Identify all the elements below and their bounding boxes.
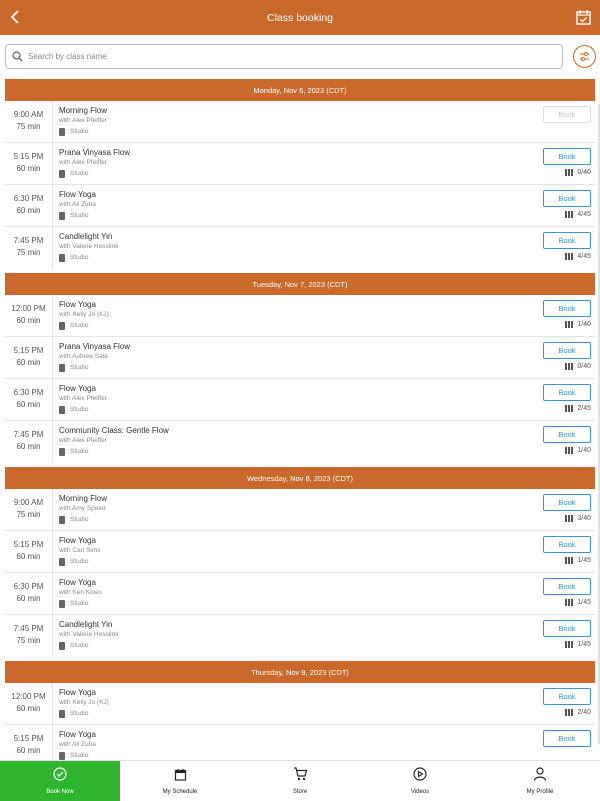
class-room [59,168,595,180]
day-header: Wednesday, Nov 8, 2023 (CDT) [5,467,595,489]
class-info [53,227,595,269]
class-capacity [565,709,591,716]
class-room-label: Studio [70,710,89,717]
class-capacity [565,557,591,564]
class-time: 12:00 PM [11,692,46,701]
class-name: Flow Yoga [59,384,96,393]
class-row[interactable] [5,489,595,531]
class-time-block [5,683,53,724]
class-room-label: Studio [70,406,89,413]
class-duration: 60 min [16,164,41,173]
class-duration: 60 min [16,746,41,755]
class-room-label: Studio [70,752,89,759]
people-icon [565,557,574,564]
class-info [53,421,595,463]
calendar-check-icon[interactable] [575,9,592,26]
class-capacity [565,321,591,328]
class-info [53,295,595,336]
class-duration: 60 min [16,594,41,603]
class-name: Flow Yoga [59,730,96,739]
tab-label: Book Now [46,789,74,795]
class-time-block [5,227,53,269]
class-time: 6:30 PM [13,388,44,397]
class-time-block [5,489,53,530]
class-list[interactable] [5,79,595,761]
people-icon [565,599,574,606]
class-instructor: with Valerie Hesslink [59,243,119,250]
class-duration: 75 min [16,510,41,519]
search-icon [12,51,23,62]
class-name: Prana Vinyasa Flow [59,342,130,351]
filter-button[interactable] [573,45,596,68]
search-bar-row [0,35,600,77]
book-button[interactable]: Book [543,426,591,443]
class-room-label: Studio [70,448,89,455]
people-icon [565,321,574,328]
class-instructor: with Ken Kloes [59,589,102,596]
class-info [53,573,595,614]
door-icon [59,516,65,524]
tab-label: Videos [410,789,430,795]
door-icon [59,600,65,608]
class-room-label: Studio [70,128,89,135]
class-time: 5:15 PM [13,734,44,743]
class-row[interactable] [5,143,595,185]
class-time-block [5,143,53,184]
tab-label: My Schedule [162,788,198,795]
class-row[interactable] [5,337,595,379]
door-icon [59,170,65,178]
people-icon [565,253,574,260]
class-instructor: with Ali Zuba [59,741,96,748]
class-duration: 75 min [16,636,41,645]
people-icon [565,169,574,176]
class-time: 5:15 PM [13,346,44,355]
class-room [59,640,595,652]
book-button[interactable]: Book [543,620,591,637]
class-instructor: with Kelly Jo (KJ) [59,311,109,318]
class-duration: 60 min [16,316,41,325]
class-time: 12:00 PM [11,304,46,313]
class-duration: 60 min [16,552,41,561]
class-instructor: with Alex Pfeiffer [59,159,107,166]
class-room [59,320,595,332]
class-info [53,143,595,184]
class-room [59,598,595,610]
class-room-label: Studio [70,516,89,523]
book-button[interactable]: Book [543,232,591,249]
capacity-count: 1/40 [577,447,591,454]
capacity-count: 1/45 [577,641,591,648]
class-time: 7:45 PM [13,236,44,245]
class-room [59,126,595,138]
capacity-count: 2/40 [577,709,591,716]
class-time: 9:00 AM [13,110,44,119]
door-icon [59,212,65,220]
class-info [53,489,595,530]
class-time-block [5,531,53,572]
class-instructor: with Amy Speed [59,505,106,512]
class-room [59,446,595,458]
class-capacity [565,599,591,606]
class-room-label: Studio [70,322,89,329]
class-time-block [5,615,53,657]
class-info [53,379,595,420]
class-room-label: Studio [70,212,89,219]
class-time-block [5,573,53,614]
class-capacity [565,253,591,260]
class-row[interactable] [5,101,595,143]
tab-label: My Profile [526,789,554,795]
app-header [0,0,600,35]
bottom-tab-bar [0,760,600,800]
book-button[interactable]: Book [543,688,591,705]
class-room-label: Studio [70,558,89,565]
class-capacity [565,363,591,370]
class-duration: 60 min [16,442,41,451]
class-duration: 60 min [16,206,41,215]
class-time-block [5,725,53,761]
class-time: 7:45 PM [13,430,44,439]
class-row[interactable] [5,379,595,421]
class-duration: 60 min [16,400,41,409]
class-instructor: with Kelly Jo (KJ) [59,699,109,706]
book-button[interactable]: Book [543,494,591,511]
class-info [53,725,595,761]
class-duration: 60 min [16,704,41,713]
class-name: Flow Yoga [59,688,96,697]
capacity-count: 0/40 [577,363,591,370]
door-icon [59,254,65,262]
tab-store[interactable] [240,761,360,801]
tab-label: Store [292,789,308,795]
class-instructor: with Aubree Sala [59,353,108,360]
door-icon [59,322,65,330]
class-instructor: with Ali Zuba [59,201,96,208]
book-button[interactable]: Book [543,730,591,747]
door-icon [59,558,65,566]
capacity-count: 1/45 [577,557,591,564]
cart-icon [293,767,308,786]
tab-videos[interactable] [360,761,480,801]
class-time-block [5,337,53,378]
people-icon [565,363,574,370]
day-header: Thursday, Nov 9, 2023 (CDT) [5,661,595,683]
page-title: Class booking [267,11,333,24]
class-name: Morning Flow [59,494,108,503]
class-time: 6:30 PM [13,194,44,203]
calendar-icon [174,768,187,786]
class-row[interactable] [5,683,595,725]
book-button[interactable]: Book [543,384,591,401]
class-instructor: with Alex Pfeiffer [59,437,107,444]
class-name: Flow Yoga [59,300,96,309]
class-time: 9:00 AM [13,498,44,507]
class-name: Morning Flow [59,106,108,115]
capacity-count: 4/45 [577,211,591,218]
class-row[interactable] [5,615,595,657]
class-capacity [565,641,591,648]
door-icon [59,128,65,136]
class-name: Candlelight Yin [59,232,113,241]
class-info [53,615,595,657]
class-row[interactable] [5,295,595,337]
class-duration: 60 min [16,358,41,367]
class-name: Flow Yoga [59,190,96,199]
book-button: Book [543,106,591,123]
play-circle-icon [413,767,427,786]
class-row[interactable] [5,227,595,269]
people-icon [565,405,574,412]
class-name: Community Class: Gentle Flow [59,426,169,435]
people-icon [565,709,574,716]
class-capacity [565,169,591,176]
class-capacity [565,405,591,412]
class-capacity [565,447,591,454]
book-button[interactable]: Book [543,148,591,165]
capacity-count: 1/45 [577,599,591,606]
class-time-block [5,185,53,226]
tab-book-now[interactable] [0,761,120,801]
class-room [59,210,595,222]
class-room [59,708,595,720]
class-room [59,362,595,374]
capacity-count: 4/45 [577,253,591,260]
capacity-count: 1/40 [577,321,591,328]
class-room [59,514,595,526]
class-row[interactable] [5,531,595,573]
book-button[interactable]: Book [543,342,591,359]
class-duration: 75 min [16,122,41,131]
door-icon [59,710,65,718]
class-row[interactable] [5,725,595,761]
sliders-icon [579,51,590,62]
class-row[interactable] [5,421,595,463]
class-row[interactable] [5,185,595,227]
class-room [59,404,595,416]
book-button[interactable]: Book [543,190,591,207]
class-name: Candlelight Yin [59,620,113,629]
class-time-block [5,421,53,463]
class-room-label: Studio [70,642,89,649]
door-icon [59,406,65,414]
class-instructor: with Alex Pfeiffer [59,395,107,402]
people-icon [565,211,574,218]
class-room-label: Studio [70,170,89,177]
tab-my-profile[interactable] [480,761,600,801]
class-row[interactable] [5,573,595,615]
class-time-block [5,101,53,142]
door-icon [59,448,65,456]
class-info [53,337,595,378]
people-icon [565,641,574,648]
door-icon [59,364,65,372]
search-box[interactable] [5,44,563,69]
back-arrow-icon[interactable] [8,9,24,25]
book-button[interactable]: Book [543,300,591,317]
capacity-count: 2/45 [577,405,591,412]
class-info [53,683,595,724]
class-instructor: with Alex Pfeiffer [59,117,107,124]
book-button[interactable]: Book [543,536,591,553]
day-header: Monday, Nov 6, 2023 (CDT) [5,79,595,101]
check-circle-icon [53,767,67,786]
class-name: Prana Vinyasa Flow [59,148,130,157]
tab-my-schedule[interactable] [120,761,240,801]
class-room-label: Studio [70,364,89,371]
capacity-count: 3/40 [577,515,591,522]
people-icon [565,447,574,454]
class-name: Flow Yoga [59,578,96,587]
class-info [53,531,595,572]
class-room [59,252,595,264]
class-time-block [5,295,53,336]
class-info [53,185,595,226]
book-button[interactable]: Book [543,578,591,595]
class-duration: 75 min [16,248,41,257]
people-icon [565,515,574,522]
class-name: Flow Yoga [59,536,96,545]
class-time-block [5,379,53,420]
class-time: 7:45 PM [13,624,44,633]
door-icon [59,752,65,760]
class-room [59,556,595,568]
class-capacity [565,515,591,522]
class-info [53,101,595,142]
door-icon [59,642,65,650]
person-icon [533,767,547,786]
class-time: 6:30 PM [13,582,44,591]
class-room-label: Studio [70,254,89,261]
capacity-count: 0/40 [577,169,591,176]
class-instructor: with Valerie Hesslink [59,631,119,638]
class-room-label: Studio [70,600,89,607]
search-input[interactable] [28,52,528,61]
class-instructor: with Cari Sims [59,547,101,554]
day-header: Tuesday, Nov 7, 2023 (CDT) [5,273,595,295]
class-time: 5:15 PM [13,540,44,549]
class-capacity [565,211,591,218]
class-time: 5:15 PM [13,152,44,161]
